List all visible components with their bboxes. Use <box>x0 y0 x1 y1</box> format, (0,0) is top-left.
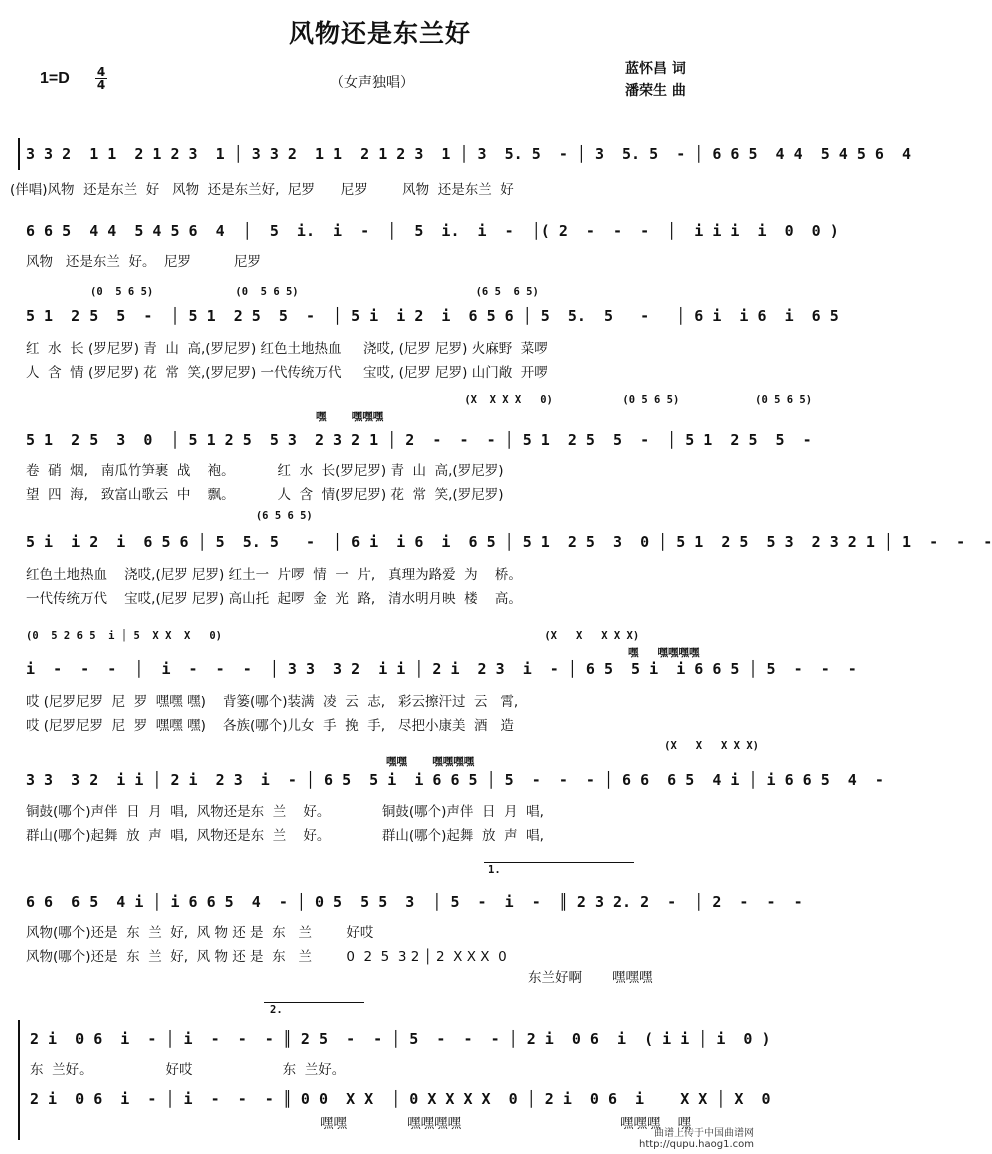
notation-row-2: 6 6 5 4 4 5 4 5 6 4 │ 5 i. i - │ 5 i. i - │( 2 - - - │ i i i i 0 0 ) <box>26 222 839 240</box>
lyrics-row-5a: 红色土地热血 浇哎,(尼罗 尼罗) 红土一 片啰 情 一 片, 真理为路爱 为 桥。 <box>26 567 522 583</box>
final-hey-lyric-2: 嘿嘿嘿 嘿 <box>620 1116 692 1132</box>
notation-row-1: 3 3 2 1 1 2 1 2 3 1 │ 3 3 2 1 1 2 1 2 3 1 │ 3 5. 5 - │ 3 5. 5 - │ 6 6 5 4 4 5 4 5 6 4 <box>26 145 912 163</box>
site-watermark: 曲谱上传于中国曲谱网 http://qupu.haog1.com <box>638 1128 754 1150</box>
lyrics-row-4b: 望 四 海, 致富山歌云 中 飘。 人 含 情(罗尼罗) 花 常 笑,(罗尼罗) <box>26 487 504 503</box>
lyricist-credit: 蓝怀昌 词 <box>625 61 686 77</box>
accompaniment-row-3: (0 5 6 5) (0 5 6 5) (6 5 6 5) <box>90 286 539 298</box>
lyrics-row-9a: 东 兰好。 好哎 东 兰好。 <box>30 1062 346 1078</box>
notation-row-7: 3 3 3 2 i i │ 2 i 2 3 i - │ 6 5 5 i i 6 6 5 │ 5 - - - │ 6 6 6 5 4 i │ i 6 6 5 4 - <box>26 771 884 789</box>
accompaniment-row-4: (X X X X 0) (0 5 6 5) (0 5 6 5) <box>300 394 813 406</box>
volta-2-bracket <box>264 1002 364 1003</box>
accompaniment-row-7: (X X X X X) <box>386 740 759 752</box>
notation-row-6: i - - - │ i - - - │ 3 3 3 2 i i │ 2 i 2 3 i - │ 6 5 5 i i 6 6 5 │ 5 - - - <box>26 660 857 678</box>
system-bracket <box>18 1020 20 1140</box>
song-title: 风物还是东兰好 <box>288 19 471 48</box>
composer-credit: 潘荣生 曲 <box>625 83 686 99</box>
lyrics-row-6b: 哎 (尼罗尼罗 尼 罗 嘿嘿 嘿) 各族(哪个)儿女 手 挽 手, 尽把小康美 酒 造 <box>26 718 514 734</box>
notation-row-9b: 2 i 0 6 i - │ i - - - ║ 0 0 X X │ 0 X X X X 0 │ 2 i 0 6 i X X │ X 0 <box>30 1090 771 1108</box>
lyrics-row-1: (伴唱)风物 还是东兰 好 风物 还是东兰好, 尼罗 尼罗 风物 还是东兰 好 <box>10 182 514 198</box>
time-signature <box>95 66 107 91</box>
volta-1-bracket <box>484 862 634 863</box>
notation-row-3: 5 1 2 5 5 - │ 5 1 2 5 5 - │ 5 i i 2 i 6 5 6 │ 5 5. 5 - │ 6 i i 6 i 6 5 <box>26 307 839 325</box>
performance-note: （女声独唱） <box>330 75 414 91</box>
hey-row-4: 嘿 嘿嘿嘿 <box>316 411 384 423</box>
volta-1-label: 1. <box>488 864 501 876</box>
lyrics-row-3b: 人 含 情 (罗尼罗) 花 常 笑,(罗尼罗) 一代传统万代 宝哎, (尼罗 尼罗) 山门敞 开啰 <box>26 365 548 381</box>
lyrics-row-7a: 铜鼓(哪个)声伴 日 月 唱, 风物还是东 兰 好。 铜鼓(哪个)声伴 日 月 唱, <box>26 804 544 820</box>
meter-top: 4 <box>96 65 106 79</box>
lyrics-row-5b: 一代传统万代 宝哎,(尼罗 尼罗) 高山托 起啰 金 光 路, 清水明月映 楼 高。 <box>26 591 522 607</box>
repeat-start-bar <box>18 138 20 170</box>
lyrics-row-7b: 群山(哪个)起舞 放 声 唱, 风物还是东 兰 好。 群山(哪个)起舞 放 声 唱, <box>26 828 544 844</box>
lyrics-row-4a: 卷 硝 烟, 南瓜竹笋裹 战 袍。 红 水 长(罗尼罗) 青 山 高,(罗尼罗) <box>26 463 504 479</box>
notation-row-5: 5 i i 2 i 6 5 6 │ 5 5. 5 - │ 6 i i 6 i 6 5 │ 5 1 2 5 3 0 │ 5 1 2 5 5 3 2 3 2 1 │ 1 - - - <box>26 533 992 551</box>
volta-1-lyric: 东兰好啊 嘿嘿嘿 <box>528 970 653 986</box>
hey-row-7: 嘿嘿 嘿嘿嘿嘿 <box>386 756 475 768</box>
key-signature: 1=D <box>40 70 70 87</box>
lyrics-row-2: 风物 还是东兰 好。 尼罗 尼罗 <box>26 254 261 270</box>
final-hey-lyric-1: 嘿嘿 嘿嘿嘿嘿 <box>320 1116 462 1132</box>
lyrics-row-6a: 哎 (尼罗尼罗 尼 罗 嘿嘿 嘿) 背篓(哪个)装满 凌 云 志, 彩云擦汗过 云 霄, <box>26 694 519 710</box>
meter-bottom: 4 <box>96 78 106 92</box>
hey-row-6: 嘿 嘿嘿嘿嘿 <box>628 647 700 659</box>
notation-row-8: 6 6 6 5 4 i │ i 6 6 5 4 - │ 0 5 5 5 3 │ 5 - i - ║ 2 3 2. 2 - │ 2 - - - <box>26 893 803 911</box>
accompaniment-row-5: (6 5 6 5) <box>180 510 313 522</box>
notation-row-4: 5 1 2 5 3 0 │ 5 1 2 5 5 3 2 3 2 1 │ 2 - - - │ 5 1 2 5 5 - │ 5 1 2 5 5 - <box>26 431 812 449</box>
accompaniment-row-6: (0 5 2 6 5 i │ 5 X X X 0) (X X X X X) <box>26 630 640 642</box>
lyrics-row-3a: 红 水 长 (罗尼罗) 青 山 高,(罗尼罗) 红色土地热血 浇哎, (尼罗 尼罗) 火麻野 菜啰 <box>26 341 548 357</box>
volta-2-label: 2. <box>270 1004 283 1016</box>
notation-row-9: 2 i 0 6 i - │ i - - - ║ 2 5 - - │ 5 - - - │ 2 i 0 6 i ( i i │ i 0 ) <box>30 1030 771 1048</box>
lyrics-row-8a: 风物(哪个)还是 东 兰 好, 风 物 还 是 东 兰 好哎 <box>26 925 374 941</box>
lyrics-row-8b: 风物(哪个)还是 东 兰 好, 风 物 还 是 东 兰 0 2 5 3 2 │ 2 X X X 0 <box>26 949 507 965</box>
